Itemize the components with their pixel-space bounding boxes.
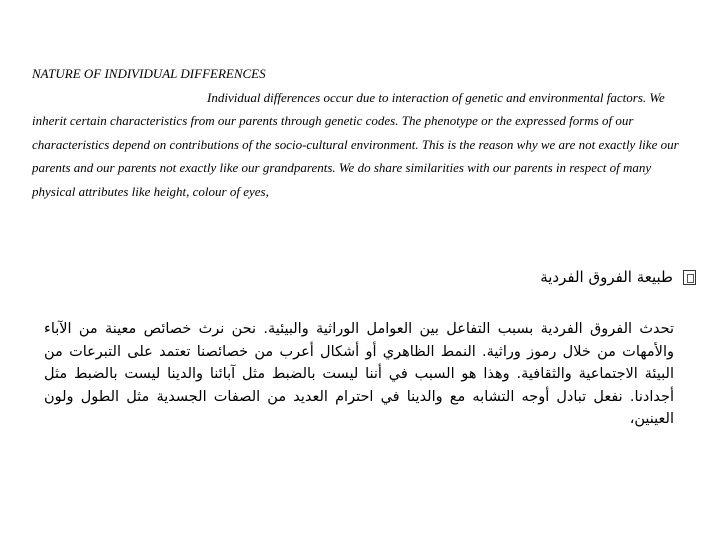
english-text-block — [32, 62, 682, 203]
arabic-heading: طبيعة الفروق الفردية — [540, 268, 673, 286]
arabic-paragraph: تحدث الفروق الفردية بسبب التفاعل بين العوامل الوراثية والبيئية. نحن نرث خصائص معينة من الآباء والأمهات من خلال رموز وراثية. النمط الظاهري أو أشكال أعرب من خصائصنا تعتمد على التبرعات من البيئة الاجتماعية والثقافية. وهذا هو السبب في أننا ليست بالضبط مثل آبائنا والدينا ليست بالضبط مثل أجدادنا. نفعل تبادل أوجه التشابه مع والدينا في احترام العديد من الصفات الجسدية مثل الطول ولون العينين، — [44, 321, 674, 427]
arabic-heading-row — [540, 266, 696, 288]
english-title: NATURE OF INDIVIDUAL DIFFERENCES — [32, 66, 266, 81]
square-bullet-icon — [683, 270, 696, 285]
english-paragraph: Individual differences occur due to interaction of genetic and environmental factors. We inherit certain characteristics from our parents through genetic codes. The phenotype or the expressed forms of our characteristics depend on contributions of the socio-cultural environment. This is the reason why we are not exactly like our parents and our parents not exactly like our grandparents. We do share similarities with our parents in respect of many physical attributes like height, colour of eyes, — [32, 89, 679, 199]
